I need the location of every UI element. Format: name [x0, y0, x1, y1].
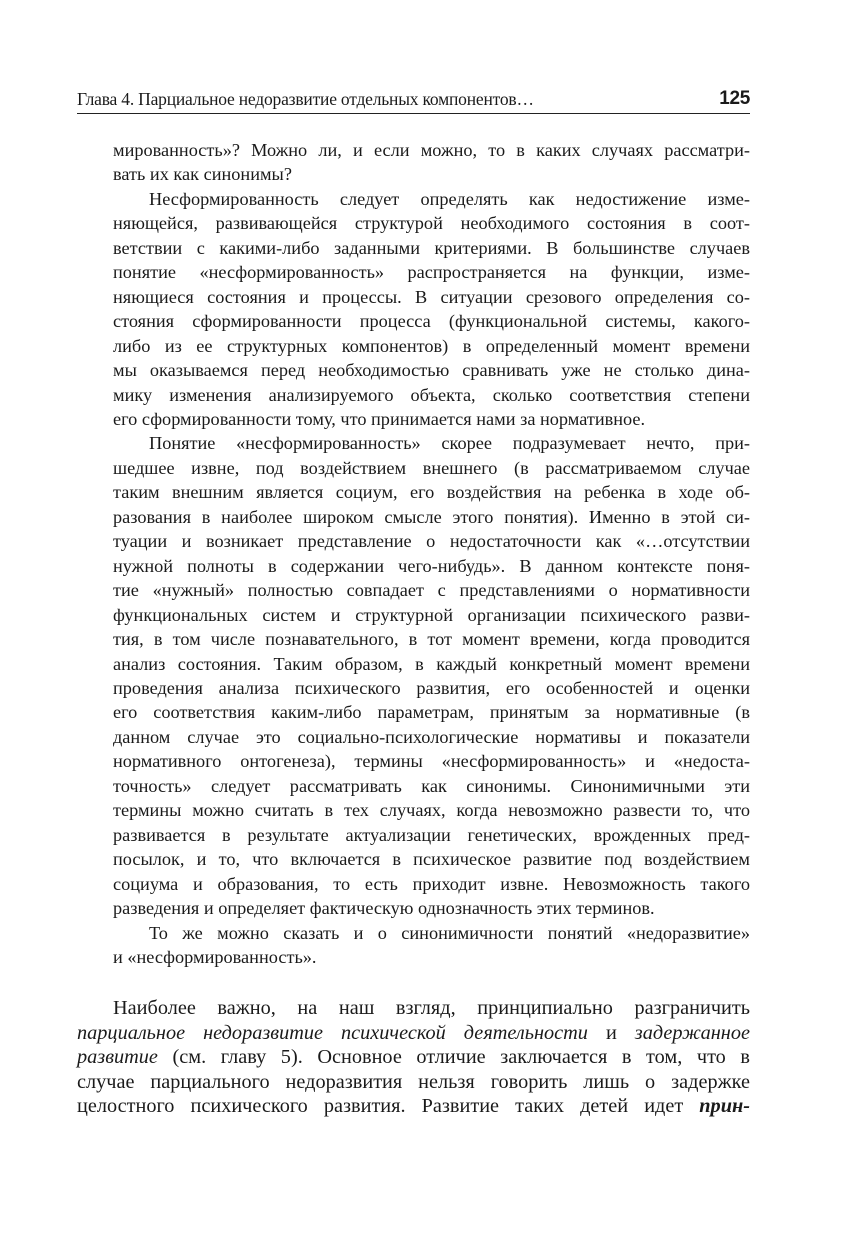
paragraph	[113, 431, 750, 920]
inset-text-block	[113, 138, 750, 969]
text-line: понятие «несформированность» распространяется на функции, изме-	[113, 262, 750, 283]
text-line: Наиболее важно, на наш взгляд, принципиально разграничить	[113, 997, 750, 1019]
text-line: мику изменения анализируемого объекта, сколько соответствия степени	[113, 384, 750, 405]
text-line: посылок, и то, что включается в психическое развитие под воздействием	[113, 849, 750, 870]
text-line: ветствии с какими-либо заданными критериями. В большинстве случаев	[113, 237, 750, 258]
page-number: 125	[719, 88, 750, 109]
paragraph	[113, 187, 750, 432]
text-line: развивается в результате актуализации генетических, врожденных пред-	[113, 824, 750, 845]
text-line: случае парциального недоразвития нельзя говорить лишь о задержке	[77, 1070, 750, 1093]
paragraph	[77, 996, 750, 1119]
text-line: То же можно сказать и о синонимичности понятий «недоразвитие»	[149, 922, 750, 943]
italic-term: задержанное	[634, 1021, 750, 1044]
text-line: няющиеся состояния и процессы. В ситуации срезового определения со-	[113, 286, 750, 307]
italic-term: парциальное недоразвитие психической деятельности	[77, 1021, 588, 1044]
text-span: целостного психического развития. Развитие таких детей идет	[77, 1095, 700, 1118]
text-line	[77, 1021, 750, 1046]
text-line: нормативного онтогенеза), термины «несформированность» и «недоста-	[113, 751, 750, 772]
italic-term: развитие	[77, 1046, 158, 1069]
text-line: разведения и определяет фактическую однозначность этих терминов.	[113, 898, 655, 919]
text-line: точность» следует рассматривать как синонимы. Синонимичными эти	[113, 775, 750, 796]
text-line: няющейся, развивающейся структурой необходимого состояния в соот-	[113, 213, 750, 234]
text-line: проведения анализа психического развития, его особенностей и оценки	[113, 677, 750, 698]
text-line: функциональных систем и структурной организации психического разви-	[113, 604, 750, 625]
text-line: Несформированность следует определять как недостижение изме-	[149, 188, 750, 209]
text-line: шедшее извне, под воздействием внешнего (в рассматриваемом случае	[113, 457, 750, 478]
bold-italic-term: прин-	[699, 1095, 750, 1118]
text-line: мированность»? Можно ли, и если можно, то в каких случаях рассматри-	[113, 140, 750, 160]
paragraph	[113, 921, 750, 970]
text-line	[77, 1045, 750, 1070]
text-line: тия, в том числе познавательного, в тот момент времени, когда проводится	[113, 629, 750, 650]
text-line: и «несформированность».	[113, 946, 317, 967]
text-line: социума и образования, то есть приходит извне. Невозможность такого	[113, 873, 750, 894]
text-line	[77, 1094, 750, 1119]
paragraph	[113, 138, 750, 187]
text-line: мы оказываемся перед необходимостью сравнивать уже не столько дина-	[113, 360, 750, 381]
text-line: стояния сформированности процесса (функциональной системы, какого-	[113, 311, 750, 332]
text-line: его соответствия каким-либо параметрам, принятым за нормативные (в	[113, 702, 750, 723]
main-text-block	[77, 996, 750, 1119]
chapter-title: Глава 4. Парциальное недоразвитие отдельных компонентов…	[77, 89, 534, 109]
text-line: тие «нужный» полностью совпадает с представлениями о нормативности	[113, 580, 750, 601]
text-line: его сформированности тому, что принимается нами за нормативное.	[113, 408, 646, 429]
text-line: вать их как синонимы?	[113, 164, 292, 185]
running-head	[77, 86, 750, 114]
text-line: либо из ее структурных компонентов) в определенный момент времени	[113, 335, 750, 356]
text-line: туации и возникает представление о недостаточности как «…отсутствии	[113, 531, 750, 552]
text-line: анализ состояния. Таким образом, в каждый конкретный момент времени	[113, 653, 750, 674]
text-line: разования в наиболее широком смысле этого понятия). Именно в этой си-	[113, 506, 750, 527]
text-line: таким внешним является социум, его воздействия на ребенка в ходе об-	[113, 482, 750, 503]
text-line: нужной полноты в содержании чего-нибудь». В данном контексте поня-	[113, 555, 750, 576]
text-line: термины можно считать в тех случаях, когда невозможно развести то, что	[113, 800, 750, 821]
text-span: (см. главу 5). Основное отличие заключается в том, что в	[157, 1046, 750, 1069]
text-line: Понятие «несформированность» скорее подразумевает нечто, при-	[149, 433, 750, 454]
text-line: данном случае это социально-психологические нормативы и показатели	[113, 726, 750, 747]
text-span: и	[587, 1021, 635, 1044]
